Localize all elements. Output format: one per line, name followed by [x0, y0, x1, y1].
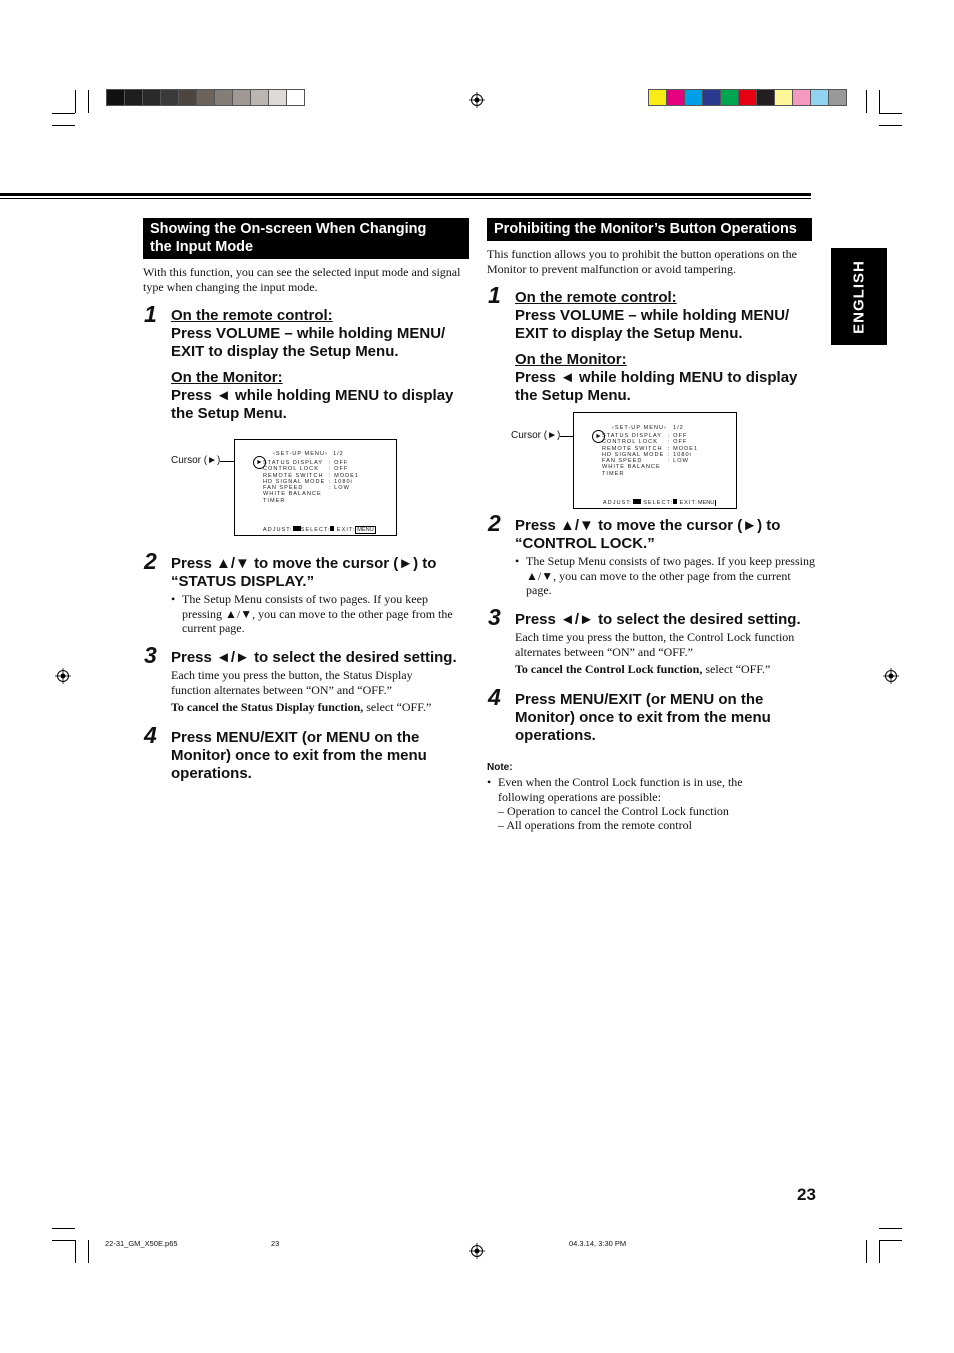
monitor-text: Press ◄ while holding MENU to display the Setup Menu. — [515, 369, 798, 404]
color-swatch — [268, 89, 287, 106]
footer-menu-button: MENU — [357, 527, 374, 534]
crop-mark — [866, 1240, 867, 1263]
crop-mark — [879, 1228, 902, 1229]
crop-mark — [52, 113, 75, 114]
registration-mark-icon — [469, 1243, 485, 1259]
menu-footer — [253, 520, 376, 540]
select-icon — [330, 526, 334, 531]
color-swatch — [666, 89, 685, 106]
footer-page: 23 — [271, 1239, 280, 1248]
color-swatch — [774, 89, 793, 106]
cancel-instruction-bold: To cancel the Status Display function, — [171, 700, 364, 714]
intro-text-right: This function allows you to prohibit the button operations on the Monitor to prevent malfunction or avoid tampering. — [487, 247, 797, 276]
step3-body-right: Each time you press the button, the Control Lock function alternates between “ON” and “OFF.” — [515, 630, 795, 659]
footer-exit: EXIT: — [679, 500, 698, 507]
adjust-icon — [293, 526, 301, 531]
step-number: 1 — [144, 301, 157, 327]
cursor-arrow-icon: ► — [592, 430, 605, 443]
header-rule — [0, 193, 811, 196]
step-number: 3 — [144, 642, 157, 668]
section-heading-line2: the Input Mode — [150, 239, 254, 255]
menu-values: : OFF : OFF : MODE1 : 1080i : LOW — [668, 433, 699, 465]
step-number: 2 — [144, 548, 157, 574]
color-swatch — [684, 89, 703, 106]
step3-cancel-left — [171, 700, 469, 715]
note-label: Note: — [487, 762, 513, 773]
crop-mark — [879, 113, 902, 114]
step4-heading-left: Press MENU/EXIT (or MENU on the Monitor) once to exit from the menu operations. — [171, 729, 427, 782]
crop-mark — [879, 1240, 880, 1263]
section-heading-line1: Showing the On-screen When Changing — [150, 221, 427, 237]
menu-footer — [593, 493, 716, 513]
remote-control-text: Press VOLUME – while holding MENU/ EXIT to display the Setup Menu. — [515, 307, 790, 342]
color-swatch — [142, 89, 161, 106]
color-swatch — [756, 89, 775, 106]
color-swatch — [792, 89, 811, 106]
color-swatch — [124, 89, 143, 106]
cancel-instruction-rest: select “OFF.” — [363, 700, 432, 714]
footer-adjust: ADJUST: — [262, 527, 293, 534]
color-swatch — [702, 89, 721, 106]
cancel-instruction-bold: To cancel the Control Lock function, — [515, 662, 703, 676]
menu-page: 1/2 — [333, 451, 344, 457]
setup-menu-screen — [234, 439, 397, 536]
step-number: 4 — [488, 684, 501, 710]
color-swatch — [828, 89, 847, 106]
crop-mark — [88, 90, 89, 113]
cursor-label: Cursor (►) — [171, 455, 221, 466]
menu-title-text: SET-UP MENU — [275, 451, 326, 457]
setup-menu-screen — [573, 412, 737, 509]
monitor-label: On the Monitor: — [515, 351, 627, 368]
crop-mark — [75, 1240, 76, 1263]
step-number: 3 — [488, 604, 501, 630]
menu-page: 1/2 — [673, 425, 684, 431]
color-swatch — [196, 89, 215, 106]
step2-bullet-left: • The Setup Menu consists of two pages. If you keep pressing ▲/▼, you can move to the other page from the current page. — [171, 592, 469, 636]
color-swatch — [178, 89, 197, 106]
crop-mark — [52, 1228, 75, 1229]
color-swatch — [106, 89, 125, 106]
note-bullet: • Even when the Control Lock function is in use, the following operations are possible: — [487, 775, 788, 804]
monitor-label: On the Monitor: — [171, 369, 283, 386]
step3-heading-right: Press ◄/► to select the desired setting. — [515, 611, 801, 628]
note-dash-item: – All operations from the remote control — [498, 818, 692, 832]
menu-items: STATUS DISPLAY CONTROL LOCK REMOTE SWITCH HD SIGNAL MODE FAN SPEED WHITE BALANCE TIMER — [602, 433, 665, 477]
cursor-arrow-icon: ► — [253, 456, 266, 469]
section-heading-right: Prohibiting the Monitor’s Button Operations — [487, 218, 812, 241]
step1-instructions-left — [171, 307, 469, 423]
crop-mark — [52, 125, 75, 126]
footer-exit: EXIT: — [336, 527, 356, 534]
adjust-icon — [633, 499, 641, 504]
crop-mark — [52, 1240, 75, 1241]
color-swatch — [720, 89, 739, 106]
step3-cancel-right — [515, 662, 811, 677]
menu-title: ‹SET-UP MENU› — [612, 425, 667, 431]
cursor-label: Cursor (►) — [511, 430, 561, 441]
remote-control-label: On the remote control: — [171, 307, 333, 324]
registration-mark-icon — [883, 668, 899, 684]
page-number: 23 — [797, 1185, 816, 1204]
language-tab-label: ENGLISH — [850, 259, 868, 334]
step2-heading-left: Press ▲/▼ to move the cursor (►) to “STATUS DISPLAY.” — [171, 555, 437, 590]
monitor-text: Press ◄ while holding MENU to display the Setup Menu. — [171, 387, 454, 422]
footer-timestamp: 04.3.14, 3:30 PM — [569, 1239, 627, 1248]
color-swatch — [160, 89, 179, 106]
color-swatch — [250, 89, 269, 106]
step3-heading-left: Press ◄/► to select the desired setting. — [171, 649, 457, 666]
step2-bullet-right: • The Setup Menu consists of two pages. If you keep pressing ▲/▼, you can move to the other page from the current page. — [515, 554, 816, 598]
crop-mark — [88, 1240, 89, 1263]
remote-control-text: Press VOLUME – while holding MENU/ EXIT to display the Setup Menu. — [171, 325, 446, 360]
footer-select: SELECT: — [643, 500, 673, 507]
crop-mark — [879, 90, 880, 113]
menu-values: : OFF : OFF : MODE1 : 1080i : LOW — [329, 460, 360, 492]
color-swatch — [232, 89, 251, 106]
step-number: 2 — [488, 510, 501, 536]
step-number: 4 — [144, 722, 157, 748]
crop-mark — [879, 1240, 902, 1241]
step1-instructions-right — [515, 289, 811, 405]
step3-body-left: Each time you press the button, the Status Display function alternates between “ON” and “OFF.” — [171, 668, 413, 697]
menu-title: ‹SET-UP MENU› — [273, 451, 328, 457]
header-rule-thin — [0, 198, 811, 199]
intro-text-left: With this function, you can see the selected input mode and signal type when changing the input mode. — [143, 265, 461, 294]
registration-mark-icon — [55, 668, 71, 684]
remote-control-label: On the remote control: — [515, 289, 677, 306]
registration-mark-icon — [469, 92, 485, 108]
section-heading-left — [143, 218, 469, 259]
menu-title-text: SET-UP MENU — [614, 425, 665, 431]
select-icon — [673, 499, 677, 504]
menu-items: STATUS DISPLAY CONTROL LOCK REMOTE SWITCH HD SIGNAL MODE FAN SPEED WHITE BALANCE TIMER — [263, 460, 326, 504]
color-swatch — [738, 89, 757, 106]
footer-menu-button: MENU — [697, 500, 715, 507]
color-swatch — [214, 89, 233, 106]
footer-adjust: ADJUST: — [602, 500, 633, 507]
cancel-instruction-rest: select “OFF.” — [702, 662, 771, 676]
footer-filename: 22-31_GM_X50E.p65 — [105, 1239, 178, 1248]
crop-mark — [75, 90, 76, 113]
step4-heading-right: Press MENU/EXIT (or MENU on the Monitor) once to exit from the menu operations. — [515, 691, 771, 744]
crop-mark — [879, 125, 902, 126]
crop-mark — [866, 90, 867, 113]
step2-heading-right: Press ▲/▼ to move the cursor (►) to “CONTROL LOCK.” — [515, 517, 781, 552]
color-swatch — [648, 89, 667, 106]
color-swatch — [810, 89, 829, 106]
step-number: 1 — [488, 282, 501, 308]
footer-select: SELECT: — [300, 527, 331, 534]
color-swatch — [286, 89, 305, 106]
language-tab — [831, 248, 887, 345]
note-dash-item: – Operation to cancel the Control Lock function — [498, 804, 729, 818]
